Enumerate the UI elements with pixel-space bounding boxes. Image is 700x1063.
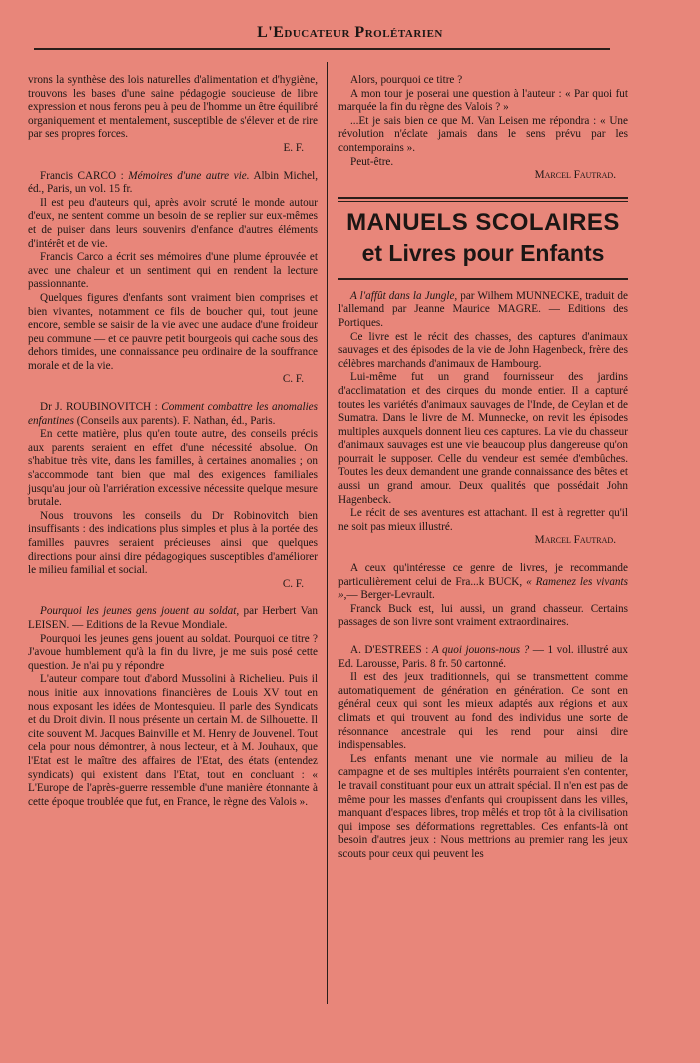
carco-review-heading (28, 170, 318, 197)
carco-signature: C. F. (282, 373, 304, 386)
soldat-paragraph-5: ...Et je sais bien ce que M. Van Leisen me répondra : « Une révolution n'éclate jamais dans le sens prévu par les contemporains ». (338, 114, 628, 154)
header-rule (34, 48, 610, 50)
roubinovitch-author: Dr J. ROUBINOVITCH : (40, 401, 162, 414)
soldat-publisher: par Herbert Van LEISEN. — Editions de la Revue Mondiale. (28, 605, 318, 631)
section-banner-title: MANUELS SCOLAIRES (346, 208, 620, 236)
soldat-review-heading (28, 605, 318, 632)
page-header (0, 24, 700, 42)
jungle-publisher: par Wilhem MUNNECKE, traduit de l'allemand par Jeanne Maurice MAGRE. — Editions des Portiques. (338, 289, 628, 329)
banner-rule-bottom (338, 278, 628, 280)
jungle-signature: Marcel Fautrad. (534, 534, 616, 547)
roubinovitch-book-title: Comment combattre les anomalies enfantines (28, 401, 318, 427)
buck-book-title: « Ramenez les vivants » (338, 575, 628, 602)
carco-paragraph-1: Il est peu d'auteurs qui, après avoir scruté le monde autour d'eux, ne sentent comme un besoin de se replier sur eux-mêmes et de puiser dans leurs souvenirs d'enfance d'autres éléments d'intérêt et de vie. (28, 196, 318, 250)
roubinovitch-review-heading (28, 401, 318, 428)
intro-signature: E. F. (283, 141, 304, 154)
journal-title: L'Educateur Prolétarien (257, 24, 443, 41)
estrees-publisher: — 1 vol. illustré aux Ed. Larousse, Paris. 8 fr. 50 cartonné. (338, 644, 628, 670)
jungle-paragraph-1: Ce livre est le récit des chasses, des captures d'animaux sauvages et des épisodes de la vie de John Hagenbeck, frère des célèbres marchands d'animaux de Hambourg. (338, 330, 628, 370)
jungle-paragraph-2: Lui-même fut un grand fournisseur des jardins d'acclimatation et des cirques du monde entier. Il a capturé toutes les variétés d'animaux sauvages de l'Inde, de Ceylan et de Sumatra. Dans le livre de M. Munnecke, on revit les épisodes multiples auxquels donnent lieu ces captures. La vie du chasseur d'animaux sauvages est une vie beaucoup plus dangereuse qu'on pourrait le supposer. Celle du vendeur est semée d'embûches. Toutes les deux demandent une grande connaissance des bêtes et aussi un grand amour. Deux qualités que possédait John Hagenbeck. (338, 371, 628, 506)
buck-publisher: ,— Berger-Levrault. (343, 589, 435, 602)
roubinovitch-paragraph-1: En cette matière, plus qu'en toute autre, des conseils précis aux parents seraient en effet d'une nécessité absolue. On s'habitue très vite, dans les familles, à certaines anomalies ; on s'accommode tant bien que mal des exigences familiales jusqu'au jour où l'arriération excessive nécessite quelque mesure brutale. (28, 428, 318, 509)
carco-book-title: Mémoires d'une autre vie. (128, 169, 250, 182)
roubinovitch-publisher: (Conseils aux parents). F. Nathan, éd., Paris. (74, 414, 276, 427)
estrees-review-heading (338, 644, 628, 671)
soldat-paragraph-1: Pourquoi les jeunes gens jouent au soldat. Pourquoi ce titre ? J'avoue humblement qu'à la fin du livre, je me suis posé cette question. Je n'ai pu y répondre (28, 632, 318, 672)
jungle-review-heading (338, 290, 628, 331)
jungle-book-title: A l'affût dans la Jungle, (350, 289, 458, 302)
carco-publisher: Albin Michel, éd., Paris, un vol. 15 fr. (28, 169, 319, 196)
roubinovitch-paragraph-2: Nous trouvons les conseils du Dr Robinovitch bien insuffisants : des indications plus simples et plus à la portée des familles pauvres seraient précieuses ainsi que quelques directions pour ainsi dire pédagogiques susceptibles d'améliorer le milieu familial et social. (28, 509, 318, 577)
estrees-paragraph-2: Les enfants menant une vie normale au milieu de la campagne et de ses multiples intérêts pourraient s'en contenter, le travail constituant pour eux un attrait spécial. Il n'en est pas de même pour les masses d'enfants qui croupissent dans les villes, manquant d'espaces libres, trop mêlés et trop tôt à la civilisation qui impose ses déformations regrettables. Ces enfants-là ont besoin d'autres jeux : Nous mettrions au premier rang les jeux scouts pour ceux qui peuvent les (338, 752, 629, 860)
soldat-book-title: Pourquoi les jeunes gens jouent au soldat, (40, 605, 240, 618)
estrees-author: A. D'ESTREES : (350, 644, 432, 656)
buck-intro: A ceux qu'intéresse ce genre de livres, je recommande particulièrement celui de Fra...k BUCK, (338, 562, 628, 588)
carco-paragraph-3: Quelques figures d'enfants sont vraiment bien comprises et bien vivantes, notamment ce fils de boucher qui, tout jeune encore, semble se saisir de la vie avec une audace d'une froideur peu commune — et ce pauvre petit bourgeois qui cache sous des dehors timides, une connaissance peu ordinaire de la souffrance morale et de la vie. (28, 291, 318, 372)
soldat-paragraph-6: Peut-être. (350, 155, 394, 168)
roubinovitch-signature: C. F. (282, 577, 304, 590)
column-divider (327, 62, 328, 1004)
carco-paragraph-2: Francis Carco a écrit ses mémoires d'une plume éprouvée et avec une chaleur et un sentiment qui en rendent la lecture passionnante. (28, 251, 318, 291)
jungle-paragraph-3: Le récit de ses aventures est attachant. Il est à regretter qu'il ne soit pas mieux illustré. (338, 507, 628, 533)
section-banner-subtitle: et Livres pour Enfants (361, 239, 605, 266)
buck-paragraph-1 (338, 562, 628, 603)
soldat-paragraph-3: Alors, pourquoi ce titre ? (350, 74, 463, 86)
soldat-signature: Marcel Fautrad. (534, 169, 616, 182)
soldat-paragraph-2: L'auteur compare tout d'abord Mussolini à Richelieu. Puis il nous initie aux innovations financières de Louis XV tout en nous exposant les idées de Montesquieu. Il parle des Syndicats et du Droit divin. Il nous présente un certain M. de Silhouette. Il cite souvent M. Jacques Bainville et M. Henry de Jouvenel. Tout cela pour nous démontrer, à nous lecteur, et à M. Jouhaux, que l'Etat est le maître des affaires de l'Etat, des états (entendez syndicats) qui existent dans l'Etat, tout en concluant : « L'Europe de l'après-guerre ressemble d'une manière étonnante à cette époque troublée que fut, en France, le règne des Valois ». (28, 673, 318, 808)
banner-rule-top (338, 197, 628, 202)
estrees-paragraph-1: Il est des jeux traditionnels, qui se transmettent comme automatiquement de génération en génération. Ce sont en général ceux qui sont les mieux adaptés aux régions et aux climats et qui trouvent au fond des individus une sorte de résonnance ancestrale qui les rend pour ainsi dire indispensables. (338, 671, 628, 752)
intro-paragraph: vrons la synthèse des lois naturelles d'alimentation et d'hygiène, trouvons les bases d'une saine pédagogie soucieuse de libre expression et nous ferons peu à peu de l'homme un être équilibré organiquement et mentalement, susceptible de s'élever et de rire par ses propres forces. (28, 74, 319, 141)
soldat-paragraph-4: A mon tour je poserai une question à l'auteur : « Par quoi fut marquée la fin du règne des Valois ? » (338, 87, 628, 114)
right-column (338, 74, 628, 862)
estrees-book-title: A quoi jouons-nous ? (431, 644, 530, 656)
left-column (28, 74, 318, 809)
buck-paragraph-2: Franck Buck est, lui aussi, un grand chasseur. Certains passages de son livre sont vraiment extraordinaires. (338, 602, 628, 629)
carco-author: Francis CARCO : (40, 169, 129, 182)
